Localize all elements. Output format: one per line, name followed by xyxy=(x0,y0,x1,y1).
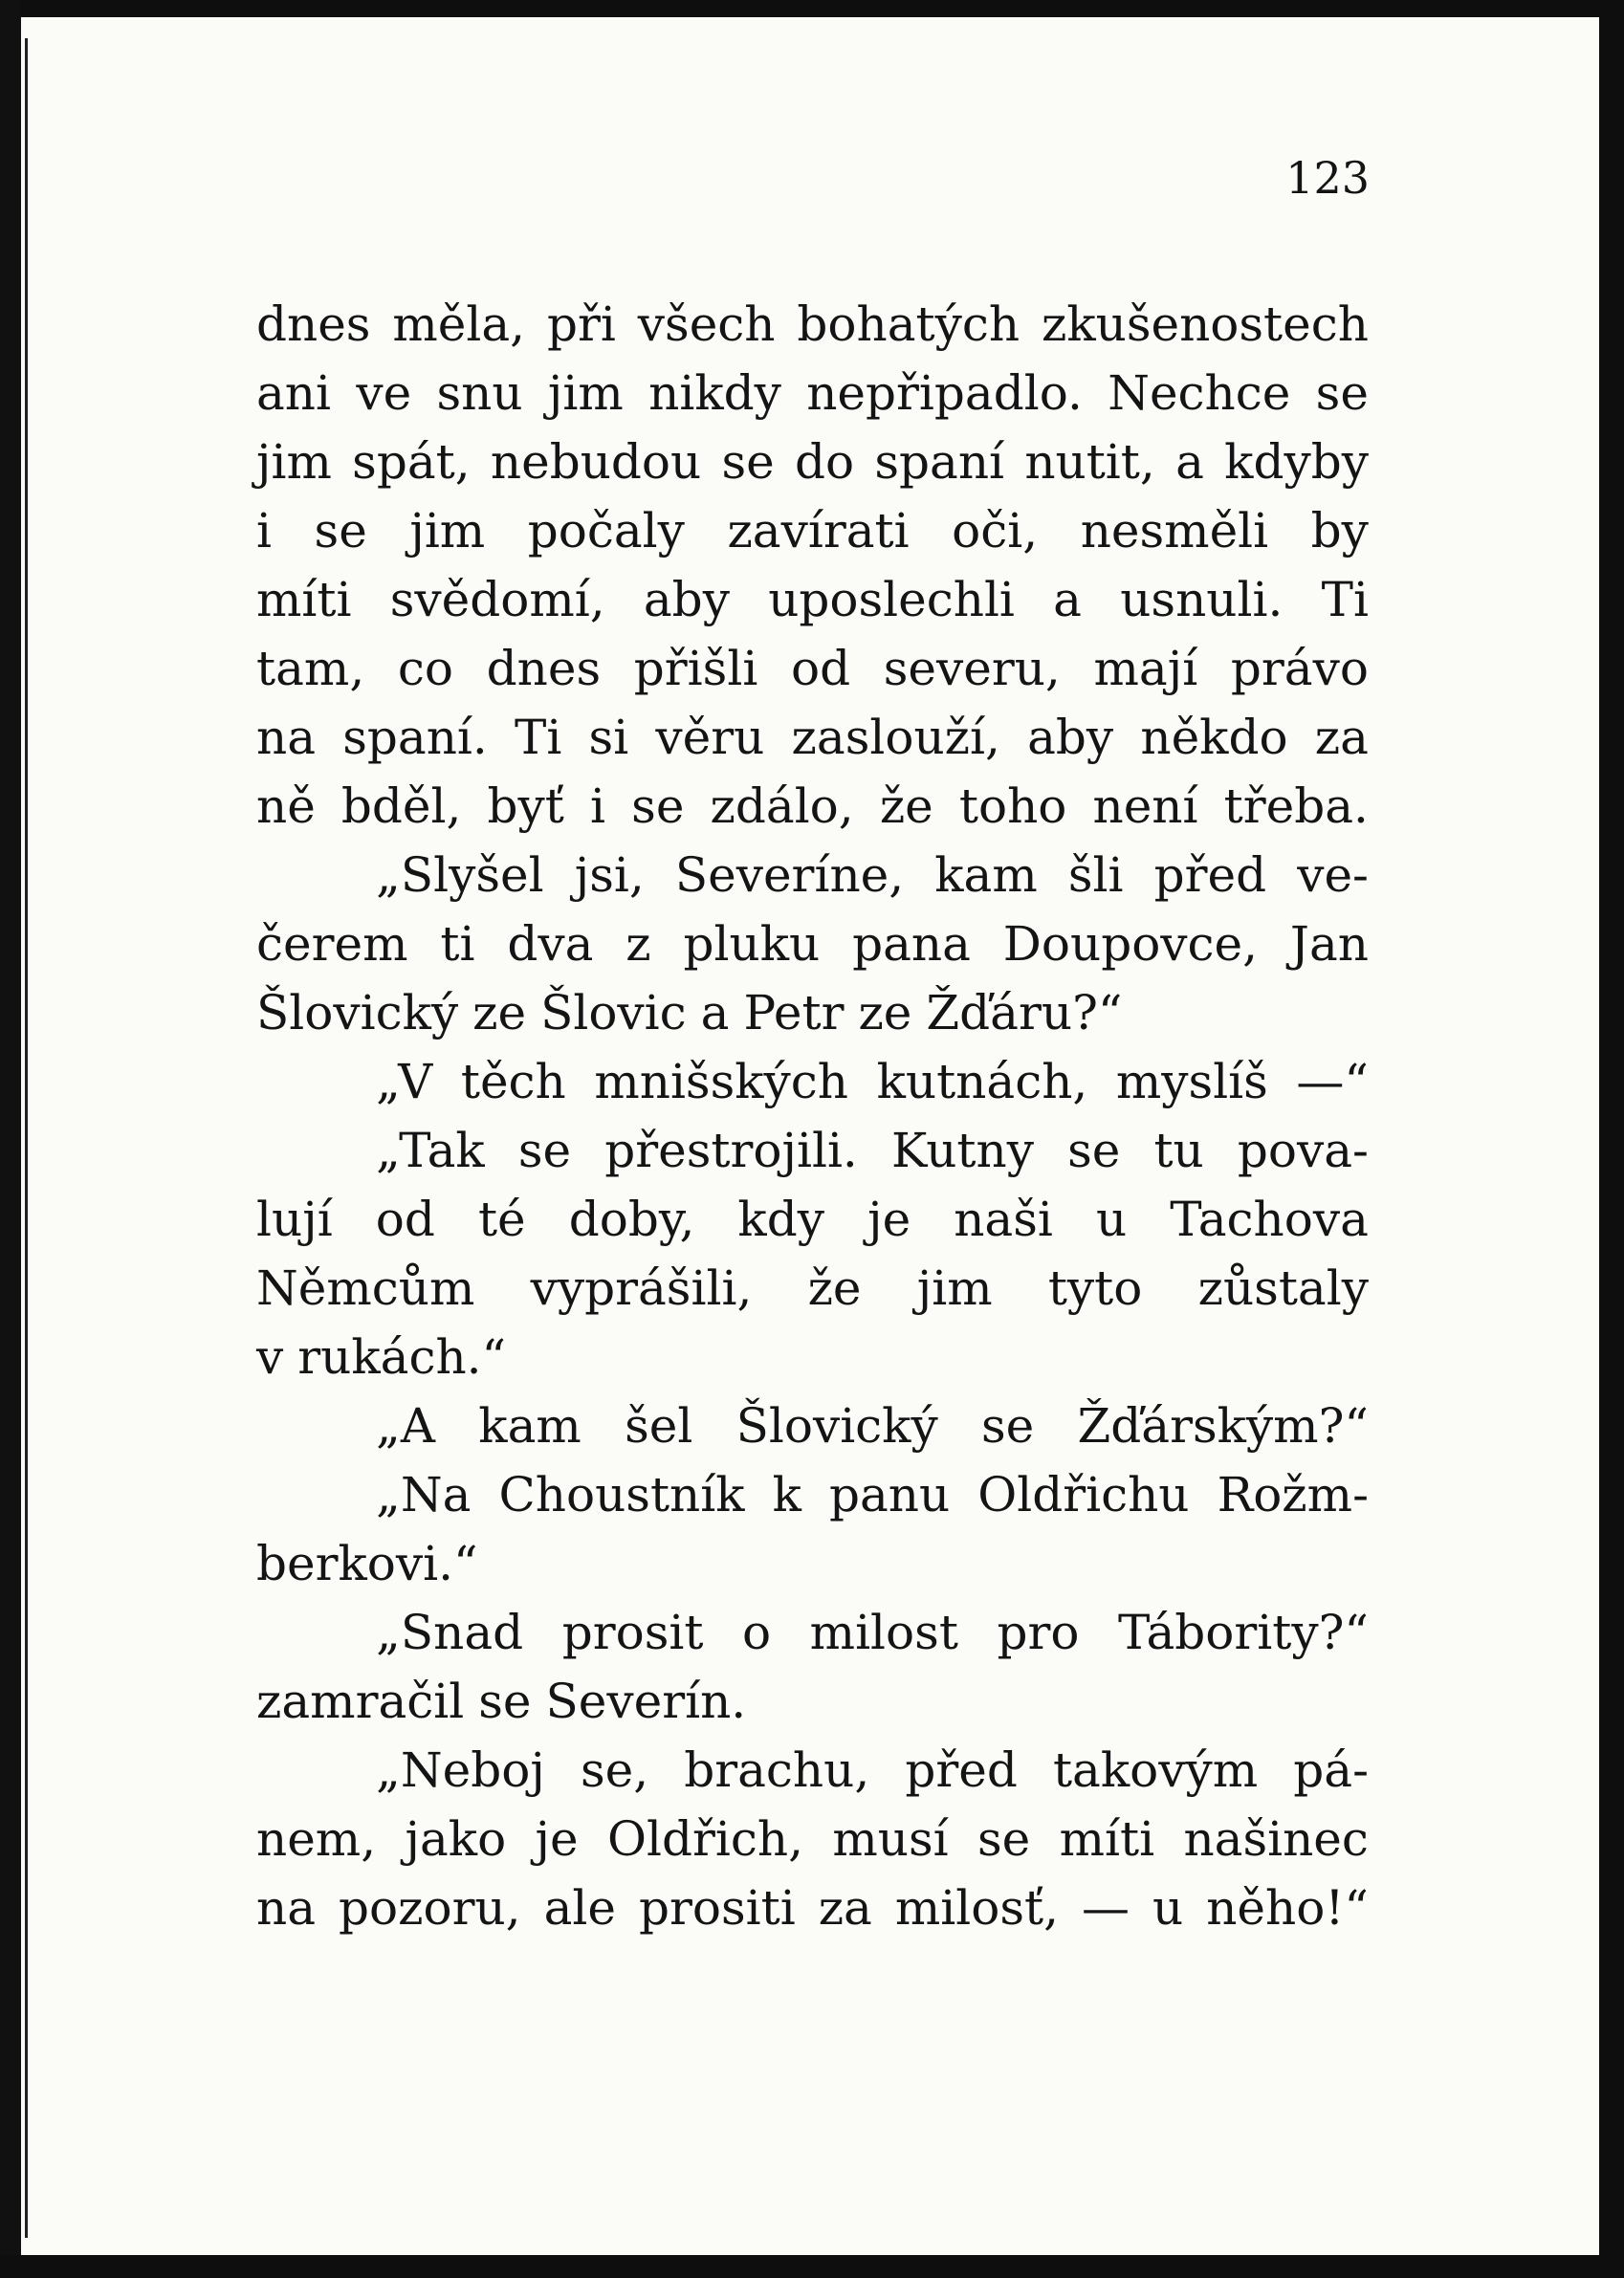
text-line: jim spát, nebudou se do spaní nutit, a kdyby xyxy=(256,434,1369,490)
text-line: „A kam šel Šlovický se Žďárským?“ xyxy=(376,1398,1369,1454)
text-line: na pozoru, ale prositi za milosť, — u něho!“ xyxy=(256,1880,1369,1936)
text-line: „Slyšel jsi, Severíne, kam šli před ve- xyxy=(376,847,1369,903)
scan-left-edge-line xyxy=(25,38,28,2238)
text-line: „Neboj se, brachu, před takovým pá- xyxy=(376,1742,1369,1798)
text-line: míti svědomí, aby uposlechli a usnuli. Ti xyxy=(256,572,1369,627)
text-line: Šlovický ze Šlovic a Petr ze Žďáru?“ xyxy=(256,985,1123,1040)
text-line: dnes měla, při všech bohatých zkušenostech xyxy=(256,296,1369,352)
text-line: lují od té doby, kdy je naši u Tachova xyxy=(256,1192,1369,1247)
scan-bottom-shadow xyxy=(0,2255,1624,2278)
text-line: na spaní. Ti si věru zaslouží, aby někdo za xyxy=(256,710,1369,765)
text-line: „V těch mnišských kutnách, myslíš —“ xyxy=(376,1054,1369,1109)
text-line: ně bděl, byť i se zdálo, že toho není třeba. xyxy=(256,778,1369,834)
text-line: i se jim počaly zavírati oči, nesměli by xyxy=(256,503,1369,559)
page-number: 123 xyxy=(1285,152,1370,204)
text-line: berkovi.“ xyxy=(256,1536,478,1591)
body-text xyxy=(256,290,1369,1942)
text-line: zamračil se Severín. xyxy=(256,1674,747,1729)
text-line: čerem ti dva z pluku pana Doupovce, Jan xyxy=(256,916,1369,972)
text-line: v rukách.“ xyxy=(256,1329,507,1385)
scan-right-shadow xyxy=(1599,0,1624,2278)
text-line: „Snad prosit o milost pro Tábority?“ xyxy=(376,1605,1369,1660)
text-line: ani ve snu jim nikdy nepřipadlo. Nechce se xyxy=(256,365,1369,421)
scan-left-edge xyxy=(0,0,21,2278)
text-line: „Na Choustník k panu Oldřichu Rožm- xyxy=(376,1467,1369,1522)
text-line: „Tak se přestrojili. Kutny se tu pova- xyxy=(376,1123,1369,1178)
scan-top-shadow xyxy=(0,0,1624,17)
text-line: tam, co dnes přišli od severu, mají právo xyxy=(256,641,1369,696)
text-line: Němcům vyprášili, že jim tyto zůstaly xyxy=(256,1260,1369,1316)
text-line: nem, jako je Oldřich, musí se míti našinec xyxy=(256,1811,1369,1867)
